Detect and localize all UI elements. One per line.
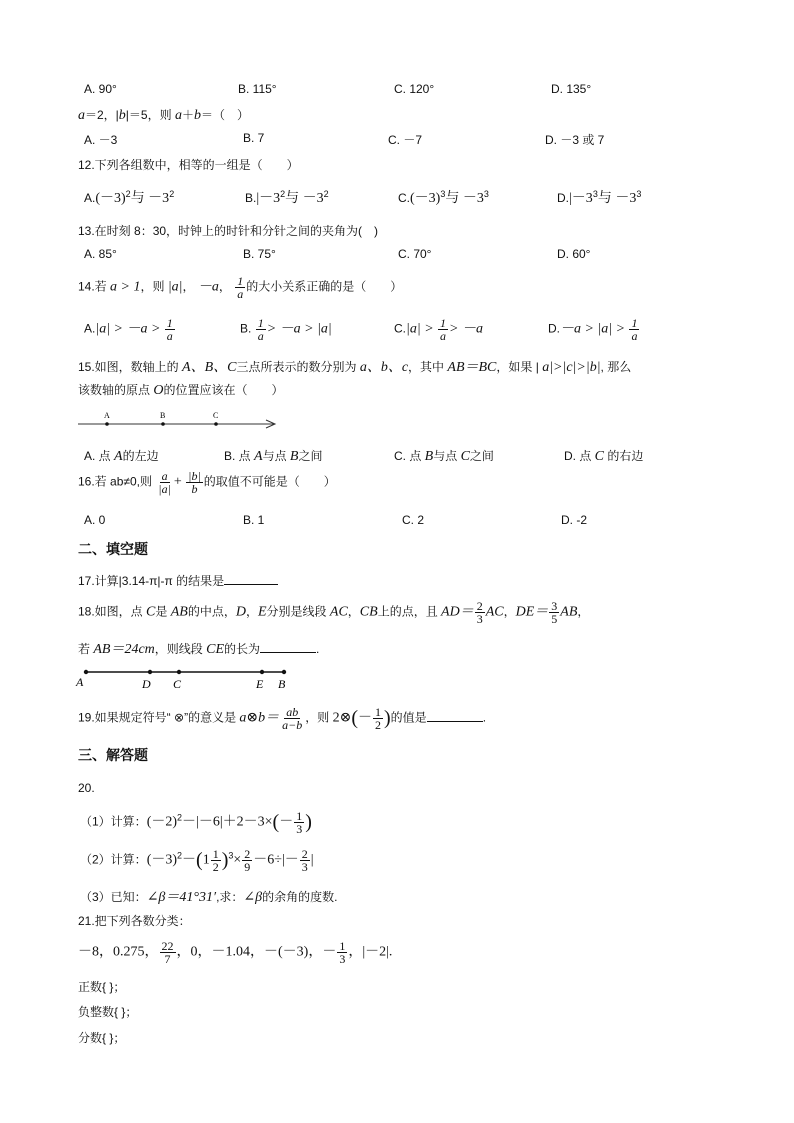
q14-frac: $\frac{1}{a}$	[237, 274, 244, 301]
q12-option-d: $D.|-3^3$与 $-3^3$	[557, 189, 642, 206]
q17-stem: 17.计算|3.14-π|-π 的结果是	[78, 572, 278, 589]
q12-option-c: $C.(-3)^3$与 $-3^3$	[398, 189, 489, 206]
q15-point-b	[161, 422, 165, 426]
q19-stem: 19.如果规定符号“ ⊗”的意义是 a⊗b＝ $\frac{ab}{a-b}$ ，则 2⊗(－ $\frac{1}{2}$ )的值是 .	[78, 705, 487, 732]
q14-option-c: C.|a| > $\frac{1}{a}$ > －a	[394, 316, 483, 343]
q11-option-c: C. －7	[388, 133, 423, 147]
q10-option-a: A. 90°	[84, 82, 117, 96]
q13-option-d: D. 60°	[557, 247, 591, 261]
q21-stem: 21.把下列各数分类：	[78, 914, 191, 928]
q21-category-positive: 正数{ }；	[78, 980, 126, 994]
q20-part1: （1）计算：$(-2)^2-|-6|+2-3\times(-$ $\frac{1}{3}$ )	[80, 809, 312, 836]
q21-number-list: －8，0.275， $\frac{22}{7}$ ，0，－1.04，－(－3)，－ $\frac{1}{3}$ ，|－2|.	[78, 939, 393, 966]
q14-stem: 14.若 a > 1，则 |a|， －a， $\frac{1}{a}$ 的大小关系正确的是（ ）	[78, 274, 403, 301]
q15-option-d: D. 点 C 的右边	[564, 449, 644, 464]
q12-option-a: $A.(-3)^2$与 $-3^2$	[84, 189, 175, 206]
q13-stem: 13.在时刻 8：30，时钟上的时针和分针之间的夹角为( )	[78, 224, 379, 238]
q18-label-b: B	[278, 677, 286, 691]
q15-label-c: C	[213, 411, 219, 420]
q11-stem: a＝2，|b|＝5，则 a＋b＝（ ）	[78, 108, 249, 123]
section-fill-in-title: 二、填空题	[78, 541, 148, 557]
q18-label-e: E	[256, 677, 264, 691]
section-solve-title: 三、解答题	[78, 747, 148, 763]
q11-option-a: A. －3	[84, 133, 118, 147]
q15-stem-line2: 该数轴的原点 O的位置应该在（ ）	[78, 383, 284, 398]
q18-stem-line2: 若 AB＝24cm，则线段 CE的长为 .	[78, 642, 320, 657]
q15-number-line	[76, 408, 280, 434]
q13-option-b: B. 75°	[243, 247, 276, 261]
q18-label-c: C	[173, 677, 182, 691]
q21-category-fraction: 分数{ }；	[78, 1031, 126, 1045]
q16-option-c: C. 2	[402, 513, 425, 527]
q21-category-negative-integer: 负整数{ }；	[78, 1005, 138, 1019]
q20-part2: （2）计算：$(-3)^2-(1$ $\frac{1}{2}$ )$^3$× $\frac{2}{9}$ －6÷|－ $\frac{2}{3}$ |	[80, 847, 314, 874]
q13-option-c: C. 70°	[398, 247, 432, 261]
q19-answer-blank[interactable]	[427, 710, 483, 722]
q16-stem: 16.若 ab≠0,则 $\frac{a}{|a|}$ + $\frac{|b|}{b}$ 的取值不可能是（ ）	[78, 469, 336, 496]
q15-label-a: A	[104, 411, 110, 420]
q18-label-d: D	[142, 677, 151, 691]
q10-option-c: C. 120°	[394, 82, 435, 96]
q10-option-b: B. 115°	[238, 82, 277, 96]
q15-option-a: A. 点 A的左边	[84, 449, 159, 464]
q14-option-b: B. $\frac{1}{a}$ > －a > |a|	[240, 316, 332, 343]
q15-label-b: B	[160, 411, 166, 420]
q15-option-c: C. 点 B与点 C之间	[394, 449, 494, 464]
q15-point-a	[105, 422, 109, 426]
q10-option-d: D. 135°	[551, 82, 592, 96]
q11-option-d: D. －3 或 7	[545, 133, 605, 147]
q12-stem: 12.下列各组数中，相等的一组是（ ）	[78, 158, 299, 172]
q16-option-d: D. -2	[561, 513, 588, 527]
q11-option-b: B. 7	[243, 131, 265, 145]
q18-stem-line1: 18.如图，点 C是 AB的中点，D，E分别是线段 AC，CB上的点，且 AD＝ $\frac{2}{3}$ AC，DE＝ $\frac{3}{5}$ AB，	[78, 599, 590, 626]
q18-segment-figure	[74, 662, 296, 692]
q17-answer-blank[interactable]	[224, 573, 278, 585]
q18-label-a: A	[76, 675, 84, 689]
q16-option-b: B. 1	[243, 513, 265, 527]
q13-option-a: A. 85°	[84, 247, 117, 261]
q14-option-a: A.|a| > －a > $\frac{1}{a}$	[84, 316, 173, 343]
q14-option-d: D.－a > |a| > $\frac{1}{a}$	[548, 316, 638, 343]
q20-part3: （3）已知：∠β＝41°31′,求：∠β的余角的度数.	[80, 890, 338, 905]
q15-option-b: B. 点 A与点 B之间	[224, 449, 323, 464]
q20-number: 20.	[78, 781, 95, 795]
q15-stem-line1: 15.如图，数轴上的 A、B、C三点所表示的数分别为 a、b、c，其中 AB＝BC，如果 | a|>|c|>|b|, 那么	[78, 360, 632, 375]
q12-option-b: $B.|-3^2$与 $-3^2$	[245, 189, 329, 206]
q16-option-a: A. 0	[84, 513, 106, 527]
q15-point-c	[214, 422, 218, 426]
q18-answer-blank[interactable]	[260, 641, 316, 653]
